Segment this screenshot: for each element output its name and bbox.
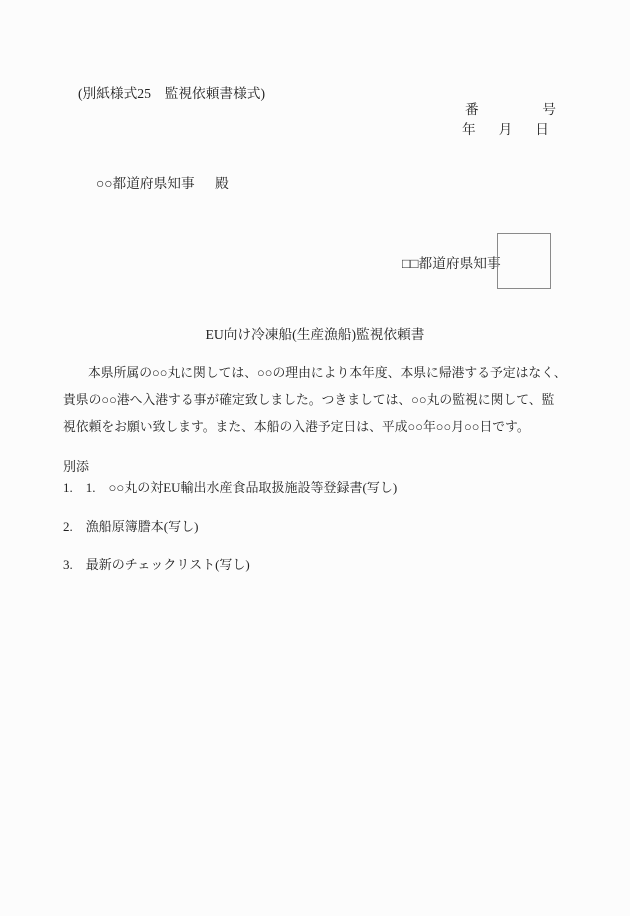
body-paragraph — [63, 360, 583, 441]
attachment-item: 1. 1. ○○丸の対EU輸出水産食品取扱施設等登録書(写し) — [63, 480, 398, 495]
addressee-honorific: 殿 — [215, 176, 229, 191]
seal-box — [497, 233, 551, 289]
number-label: 番 — [465, 102, 479, 117]
sender-line — [402, 257, 501, 271]
document-number-line — [465, 103, 556, 117]
body-line: 視依頼をお願い致します。また、本船の入港予定日は、平成○○年○○月○○日です。 — [63, 420, 530, 434]
body-line: 本県所属の○○丸に関しては、○○の理由により本年度、本県に帰港する予定はなく、 — [88, 366, 567, 380]
form-note: (別紙様式25 監視依頼書様式) — [78, 86, 266, 101]
document-date-line — [462, 123, 549, 137]
date-day-label: 日 — [535, 122, 549, 137]
number-suffix: 号 — [542, 102, 556, 117]
date-month-label: 月 — [498, 122, 513, 137]
document-title: EU向け冷凍船(生産漁船)監視依頼書 — [205, 327, 425, 342]
attachment-item: 2. 漁船原簿謄本(写し) — [63, 519, 199, 534]
body-line: 貴県の○○港へ入港する事が確定致しました。つきましては、○○丸の監視に関して、監 — [63, 393, 555, 407]
date-year-label: 年 — [462, 122, 476, 137]
attachments-heading: 別添 — [63, 459, 90, 474]
addressee-line — [96, 177, 229, 191]
addressee-name: ○○都道府県知事 — [96, 176, 195, 191]
sender-name: □□都道府県知事 — [402, 256, 501, 271]
attachment-item: 3. 最新のチェックリスト(写し) — [63, 557, 250, 572]
